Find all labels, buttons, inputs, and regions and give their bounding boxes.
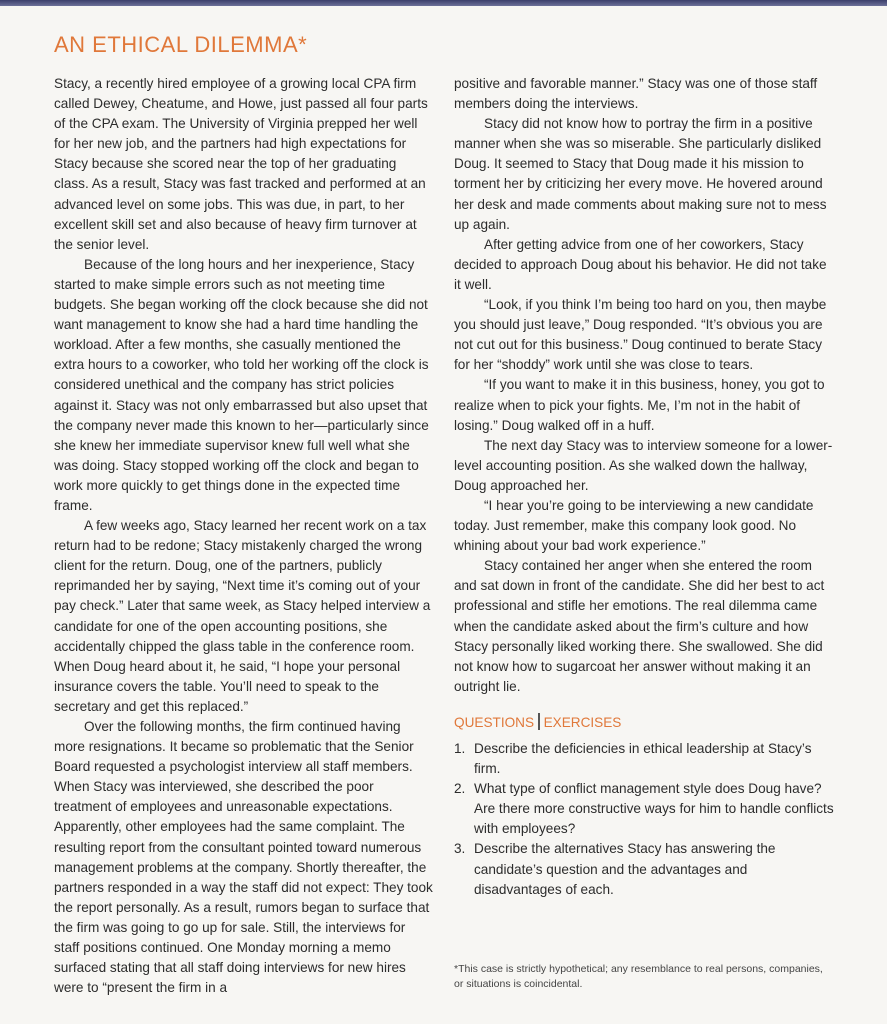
- paragraph: Stacy, a recently hired employee of a growing local CPA firm called Dewey, Cheatume, and Howe, just passed all four parts of the CPA exam. The University of Virginia prepped her well for her new job, and the partners had high expectations for Stacy because she scored near the top of her graduating class. As a result, Stacy was fast tracked and performed at an advanced level on some jobs. This was due, in part, to her excellent skill set and also because of heavy firm turnover at the senior level.: [54, 76, 428, 252]
- right-column: [454, 74, 837, 900]
- top-border: [0, 0, 887, 6]
- question-number: 1.: [454, 741, 466, 756]
- exercises-heading-label: EXERCISES: [543, 714, 622, 730]
- page-title: AN ETHICAL DILEMMA*: [54, 32, 308, 57]
- question-number: 3.: [454, 841, 466, 857]
- paragraph: “Look, if you think I’m being too hard on you, then maybe you should just leave,” Doug responded. “It’s obvious you are not cut out for this business.” Doug continued to berate Stacy for her “shoddy” work until she was close to tears.: [454, 297, 827, 373]
- paragraph: “I hear you’re going to be interviewing a new candidate today. Just remember, make this company look good. No whining about your bad work experience.”: [454, 497, 814, 554]
- list-item: [454, 839, 837, 899]
- questions-heading-label: QUESTIONS: [454, 714, 535, 730]
- paragraph: Because of the long hours and her inexperience, Stacy started to make simple errors such as not meeting time budgets. She began working off the clock because she did not want management to know she had a hard time handling the workload. After a few months, she casually mentioned the extra hours to a coworker, who told her working off the clock is considered unethical and the company has strict policies against it. Stacy was not only embarrassed but also upset that the company never made this known to her—particularly since she knew her immediate supervisor knew full well what she was doing. Stacy stopped working off the clock and began to work more quickly to get things done in the expected time frame.: [54, 256, 429, 513]
- question-text: What type of conflict management style does Doug have? Are there more constructive ways for him to handle conflicts with employees?: [474, 781, 834, 837]
- list-item: [454, 739, 837, 779]
- questions-heading: [454, 713, 837, 733]
- paragraph: positive and favorable manner.” Stacy was one of those staff members doing the interviews.: [454, 76, 818, 112]
- paragraph: Over the following months, the firm continued having more resignations. It became so problematic that the Senior Board requested a psychologist interview all staff members. When Stacy was interviewed, she described the poor treatment of employees and unreasonable expectations. Apparently, other employees had the same complaint. The resulting report from the consultant pointed toward numerous management problems at the company. Shortly thereafter, the partners responded in a way the staff did not expect: They took the report personally. As a result, rumors began to surface that the firm was going to go up for sale. Still, the interviews for staff positions continued. One Monday morning a memo surfaced stating that all staff doing interviews for new hires were to “present the firm in a: [54, 719, 433, 996]
- questions-list: [454, 739, 837, 900]
- footnote: *This case is strictly hypothetical; any resemblance to real persons, companies, or situations is coincidental.: [454, 963, 823, 990]
- question-text: Describe the alternatives Stacy has answering the candidate’s question and the advantages and disadvantages of each.: [474, 841, 776, 897]
- question-text: Describe the deficiencies in ethical leadership at Stacy’s firm.: [474, 741, 812, 777]
- heading-divider: [538, 713, 540, 730]
- question-number: 2.: [454, 781, 466, 797]
- paragraph: “If you want to make it in this business, honey, you got to realize when to pick your fights. Me, I’m not in the habit of losing.” Doug walked off in a huff.: [454, 377, 825, 433]
- paragraph: The next day Stacy was to interview someone for a lower-level accounting position. As she walked down the hallway, Doug approached her.: [454, 437, 833, 493]
- left-column: [54, 74, 434, 998]
- list-item: [454, 779, 837, 839]
- paragraph: After getting advice from one of her coworkers, Stacy decided to approach Doug about his behavior. He did not take it well.: [454, 236, 827, 292]
- paragraph: Stacy contained her anger when she entered the room and sat down in front of the candidate. She did her best to act professional and stifle her emotions. The real dilemma came when the candidate asked about the firm’s culture and how Stacy personally liked working there. She swallowed. She did not know how to sugarcoat her answer without making it an outright lie.: [454, 558, 825, 694]
- paragraph: A few weeks ago, Stacy learned her recent work on a tax return had to be redone; Stacy mistakenly charged the wrong client for the return. Doug, one of the partners, publicly reprimanded her by saying, “Next time it’s coming out of your pay check.” Later that same week, as Stacy helped interview a candidate for one of the open accounting positions, she accidentally chipped the glass table in the conference room. When Doug heard about it, he said, “I hope your personal insurance covers the table. You’ll need to speak to the secretary and get this replaced.”: [54, 518, 431, 714]
- paragraph: Stacy did not know how to portray the firm in a positive manner when she was so miserable. She particularly disliked Doug. It seemed to Stacy that Doug made it his mission to torment her by criticizing her every move. He hovered around her desk and made comments about making sure not to mess up again.: [454, 116, 827, 232]
